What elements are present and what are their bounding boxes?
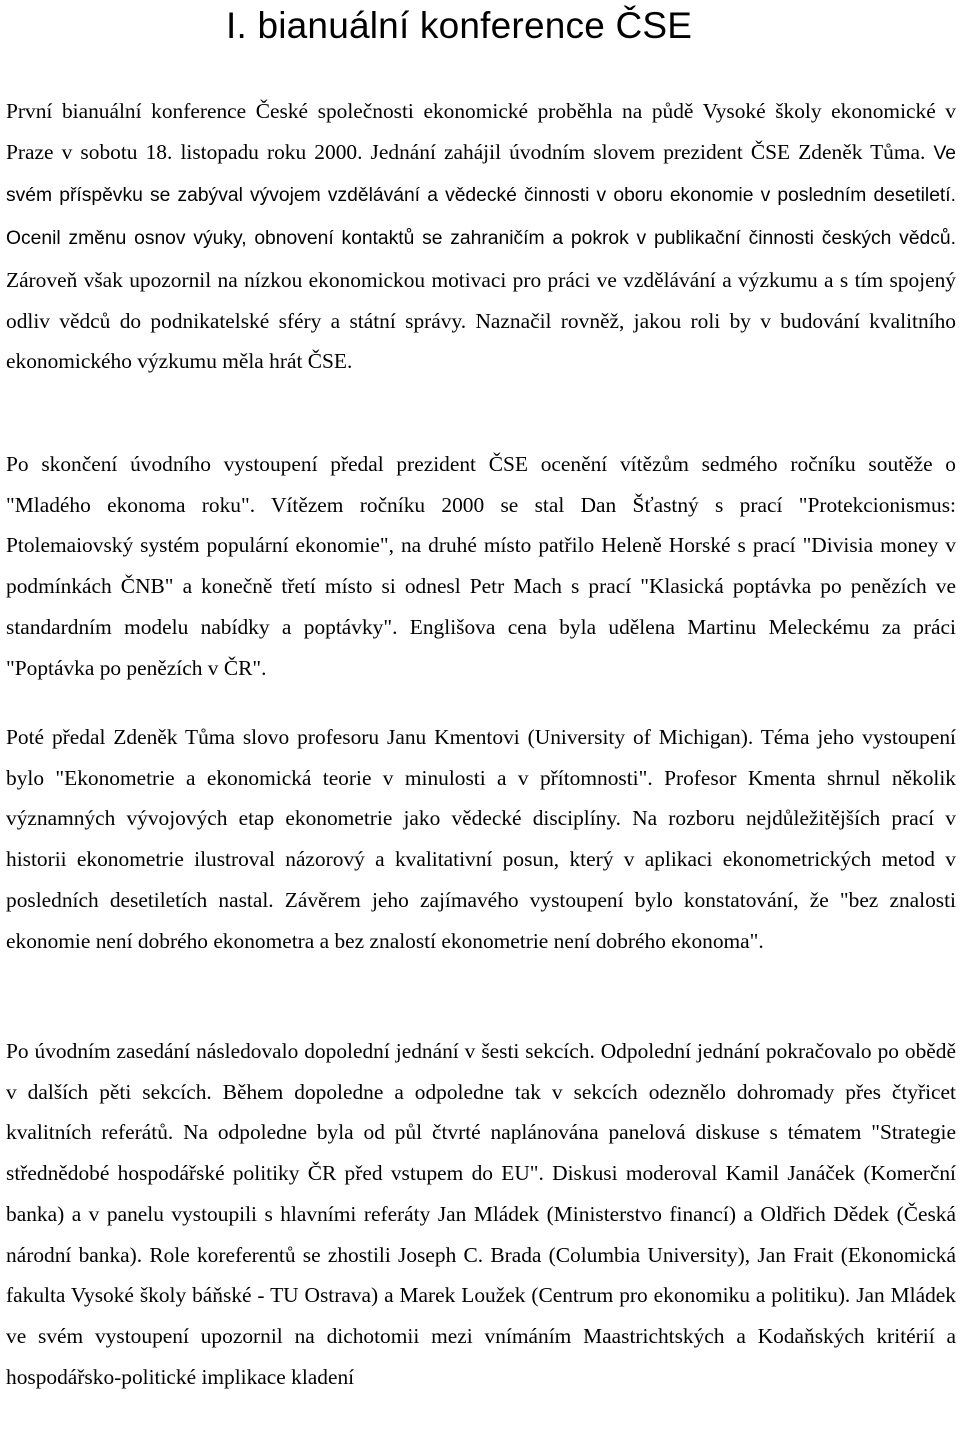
- paragraph-1-segment-3: Zároveň však upozornil na nízkou ekonomickou motivaci pro práci ve vzdělávání a výzkumu a s tím spojený odliv vědců do podnikatelské sféry a státní správy. Naznačil rovněž, jakou roli by v budování kvalitního ekonomického výzkumu měla hrát ČSE.: [6, 267, 956, 374]
- paragraph-kmenta-lecture: [6, 717, 956, 961]
- paragraph-2-segment-1: Po skončení úvodního vystoupení předal prezident ČSE ocenění vítězům sedmého ročníku soutěže o "Mladého ekonoma roku". Vítězem ročníku 2000 se stal Dan Šťastný s prací "Protekcionismus: Ptolemaiovský systém populární ekonomie", na druhé místo patřilo Heleně Horské s prací "Divisia money v podmínkách ČNB" a konečně třetí místo si odnesl Petr Mach s prací "Klasická poptávka po penězích ve standardním modelu nabídky a poptávky". Englišova cena byla udělena Martinu Meleckému za práci "Poptávka po penězích v ČR".: [6, 452, 956, 680]
- paragraph-3-segment-1: Poté předal Zdeněk Tůma slovo profesoru Janu Kmentovi (University of Michigan). Téma jeho vystoupení bylo "Ekonometrie a ekonomická teorie v minulosti a v přítomnosti". Profesor Kmenta shrnul několik významných vývojových etap ekonometrie jako vědecké disciplíny. Na rozboru nejdůležitějších prací v historii ekonometrie ilustroval názorový a kvalitativní posun, který v aplikaci ekonometrických metod v posledních desetiletích nastal. Závěrem jeho zajímavého vystoupení bylo konstatování, že "bez znalosti ekonomie není dobrého ekonometra a bez znalostí ekonometrie není dobrého ekonoma".: [6, 725, 956, 953]
- document-page: [6, 0, 956, 1389]
- paragraph-conference-opening: [6, 91, 956, 382]
- paragraph-sections-and-panel: [6, 1031, 956, 1397]
- page-title: I. bianuální konference ČSE: [226, 5, 693, 46]
- paragraph-4-segment-1: Po úvodním zasedání následovalo dopolední jednání v šesti sekcích. Odpolední jednání pokračovalo po obědě v dalších pěti sekcích. Během dopoledne a odpoledne tak v sekcích odeznělo dohromady přes čtyřicet kvalitních referátů. Na odpoledne byla od půl čtvrté naplánována panelová diskuse s tématem "Strategie střednědobé hospodářské politiky ČR před vstupem do EU". Diskusi moderoval Kamil Janáček (Komerční banka) a v panelu vystoupili s hlavními referáty Jan Mládek (Ministerstvo financí) a Oldřich Dědek (Česká národní banka). Role koreferentů se zhostili Joseph C. Brada (Columbia University), Jan Frait (Ekonomická fakulta Vysoké školy báňské - TU Ostrava) a Marek Loužek (Centrum pro ekonomiku a politiku). Jan Mládek ve svém vystoupení upozornil na dichotomii mezi vnímáním Maastrichtských a Kodaňských kritérií a hospodářsko-politické implikace kladení: [6, 1039, 956, 1389]
- paragraph-1-segment-1: První bianuální konference České společnosti ekonomické proběhla na půdě Vysoké školy ekonomické v Praze v sobotu 18. listopadu roku 2000. Jednání zahájil úvodním slovem prezident ČSE Zdeněk Tůma.: [6, 99, 956, 164]
- paragraph-young-economist-award: [6, 444, 956, 688]
- paragraph-1-segment-2: Ve svém příspěvku se zabýval vývojem vzdělávání a vědecké činnosti v oboru ekonomie v posledním desetiletí. Ocenil změnu osnov výuky, obnovení kontaktů se zahraničím a pokrok v publikační činnosti českých vědců.: [6, 142, 956, 250]
